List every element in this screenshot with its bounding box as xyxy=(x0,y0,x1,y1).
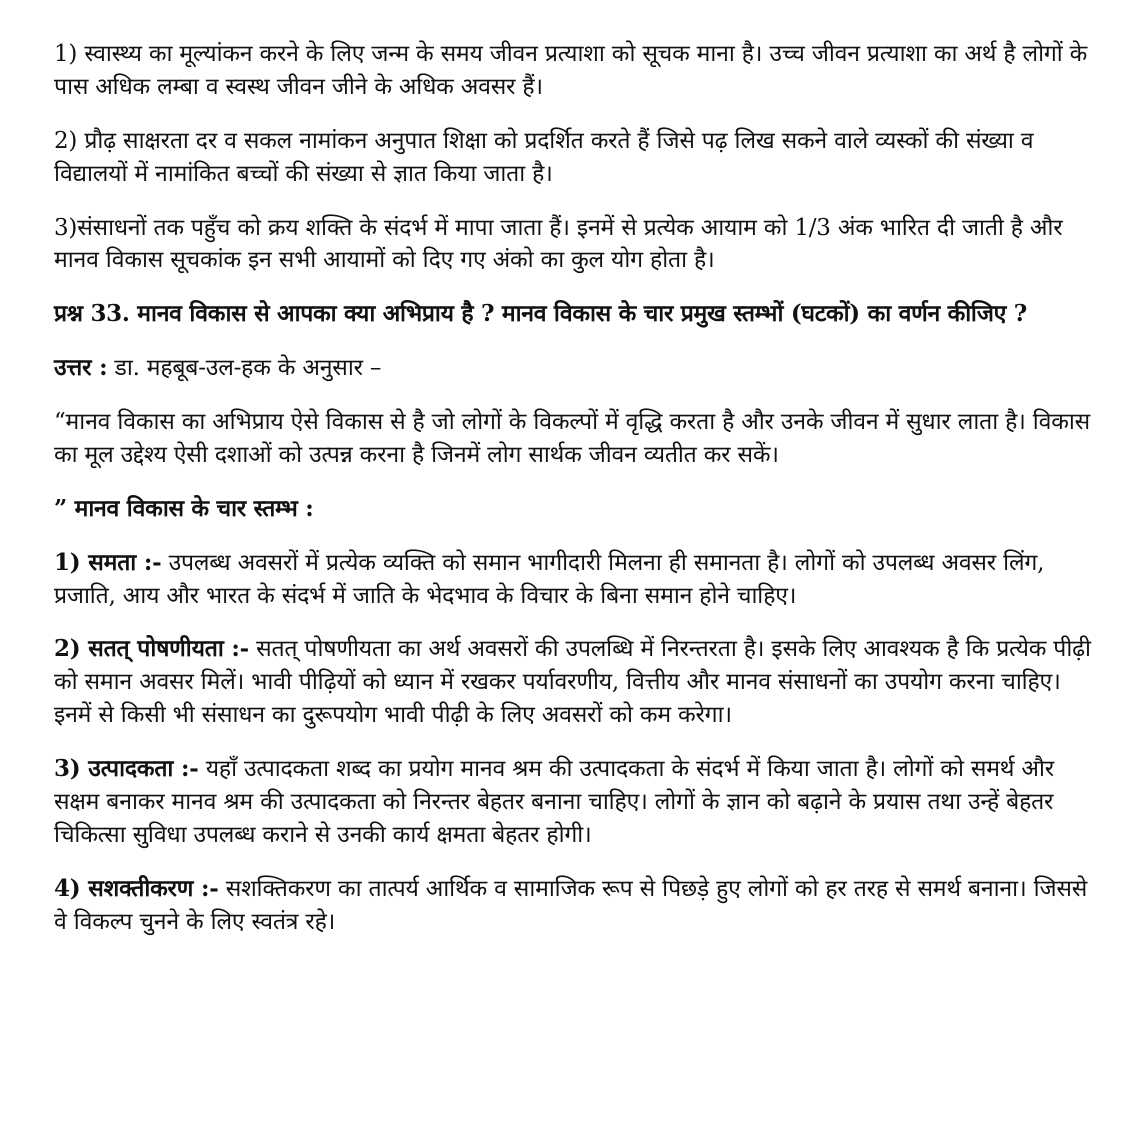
pillars-heading: ” मानव विकास के चार स्तम्भ : xyxy=(54,494,314,522)
pillar-equity xyxy=(54,547,1094,613)
pillar-label: 2) सतत् पोषणीयता :- xyxy=(54,635,250,663)
pillar-empowerment xyxy=(54,873,1094,939)
pillar-text: यहाँ उत्पादकता शब्द का प्रयोग मानव श्रम की उत्पादकता के संदर्भ में किया जाता है। लोगों को समर्थ और सक्षम बनाकर मानव श्रम की उत्पादकता को निरन्तर बेहतर बनाना चाहिए। लोगों के ज्ञान को बढ़ाने के प्रयास तथा उन्हें बेहतर चिकित्सा सुविधा उपलब्ध कराने से उनकी कार्य क्षमता बेहतर होगी। xyxy=(54,756,1054,848)
answer-intro: डा. महबूब-उल-हक के अनुसार – xyxy=(107,355,382,382)
intro-point-1: 1) स्वास्थ्य का मूल्यांकन करने के लिए जन्म के समय जीवन प्रत्याशा को सूचक माना है। उच्च जीवन प्रत्याशा का अर्थ है लोगों के पास अधिक लम्बा व स्वस्थ जीवन जीने के अधिक अवसर हैं। xyxy=(54,41,1088,100)
pillar-label: 4) सशक्तीकरण :- xyxy=(54,874,219,902)
intro-point-2: 2) प्रौढ़ साक्षरता दर व सकल नामांकन अनुपात शिक्षा को प्रदर्शित करते हैं जिसे पढ़ लिख सकने वाले व्यस्कों की संख्या व विद्यालयों में नामांकित बच्चों की संख्या से ज्ञात किया जाता है। xyxy=(54,127,1034,187)
question-heading: प्रश्न 33. मानव विकास से आपका क्या अभिप्राय है ? मानव विकास के चार प्रमुख स्तम्भों (घटकों) का वर्णन कीजिए ? xyxy=(54,300,1027,328)
pillar-sustainability xyxy=(54,633,1094,732)
pillar-text: सशक्तिकरण का तात्पर्य आर्थिक व सामाजिक रूप से पिछड़े हुए लोगों को हर तरह से समर्थ बनाना। जिससे वे विकल्प चुनने के लिए स्वतंत्र रहे। xyxy=(54,875,1088,935)
pillar-text: उपलब्ध अवसरों में प्रत्येक व्यक्ति को समान भागीदारी मिलना ही समानता है। लोगों को उपलब्ध अवसर लिंग, प्रजाति, आय और भारत के संदर्भ में जाति के भेदभाव के विचार के बिना समान होने चाहिए। xyxy=(54,549,1045,609)
pillar-label: 3) उत्पादकता :- xyxy=(54,755,199,782)
pillar-text: सतत् पोषणीयता का अर्थ अवसरों की उपलब्धि में निरन्तरता है। इसके लिए आवश्यक है कि प्रत्येक पीढ़ी को समान अवसर मिलें। भावी पीढ़ियों को ध्यान में रखकर पर्यावरणीय, वित्तीय और मानव संसाधनों का उपयोग करना चाहिए। इनमें से किसी भी संसाधन का दुरूपयोग भावी पीढ़ी के लिए अवसरों को कम करेगा। xyxy=(54,636,1091,729)
pillar-productivity xyxy=(54,753,1094,852)
intro-point-3: 3)संसाधनों तक पहुँच को क्रय शक्ति के संदर्भ में मापा जाता हैं। इनमें से प्रत्येक आयाम को 1/3 अंक भारित दी जाती है और मानव विकास सूचकांक इन सभी आयामों को दिए गए अंको का कुल योग होता है। xyxy=(54,214,1063,274)
answer-label: उत्तर : xyxy=(54,354,108,382)
definition-quote: “मानव विकास का अभिप्राय ऐसे विकास से है जो लोगों के विकल्पों में वृद्धि करता है और उनके जीवन में सुधार लाता है। विकास का मूल उद्देश्य ऐसी दशाओं को उत्पन्न करना है जिनमें लोग सार्थक जीवन व्यतीत कर सकें। xyxy=(54,409,1091,468)
answer-line xyxy=(54,352,1094,385)
pillar-label: 1) समता :- xyxy=(54,548,162,576)
